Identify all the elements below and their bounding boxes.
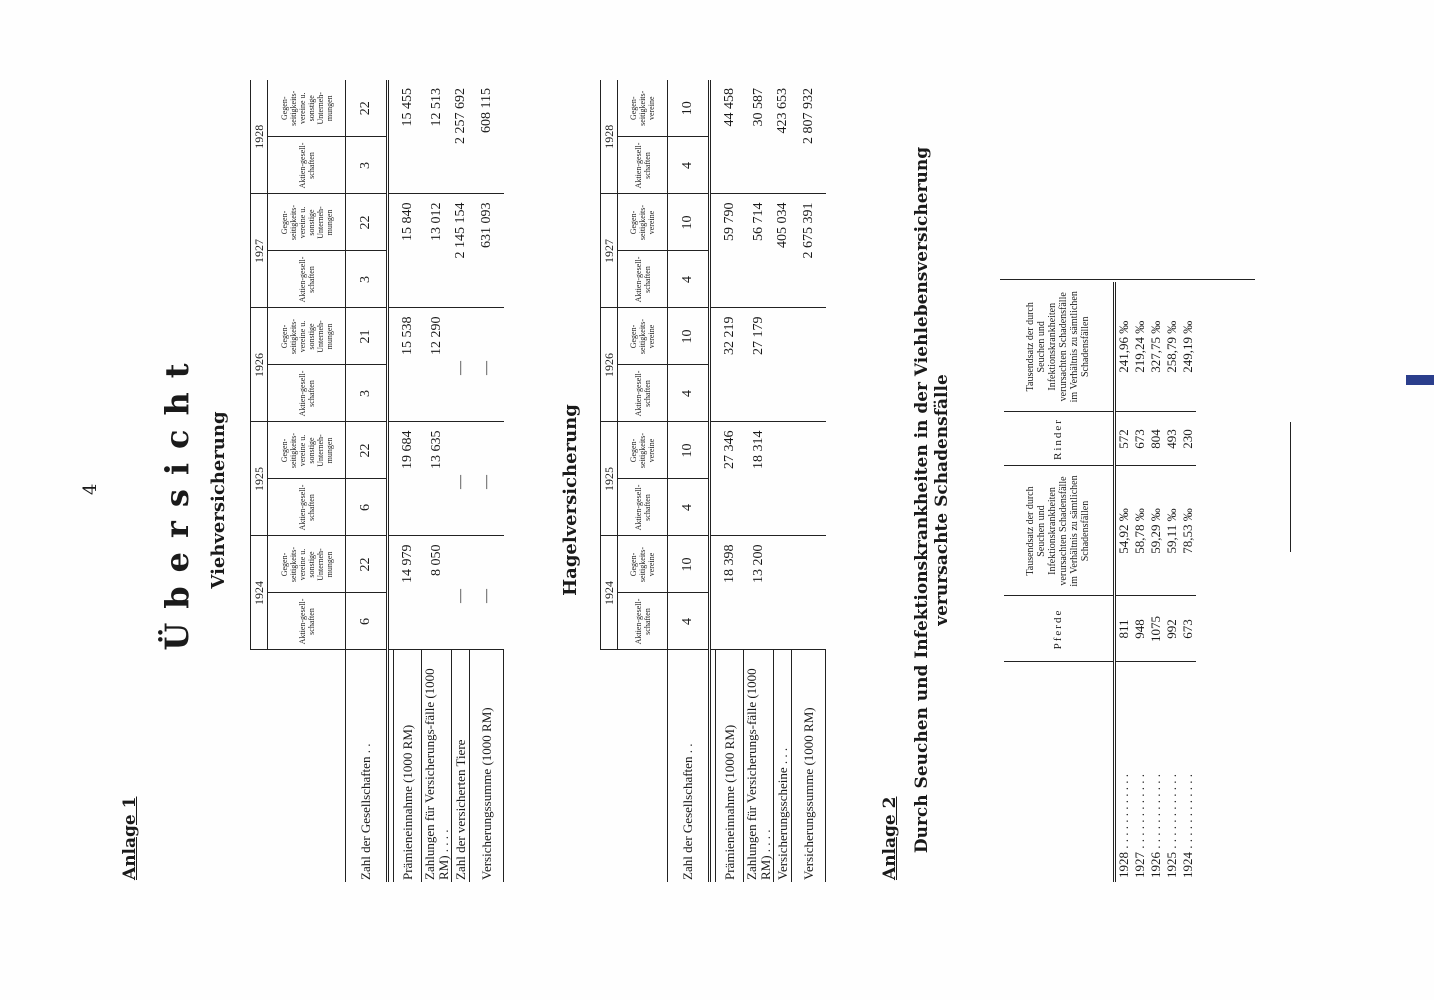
row-label: Versicherungssumme (1000 RM) [792, 650, 826, 882]
section-hagelversicherung: Hagelversicherung [560, 404, 581, 596]
cell: 15 455 [394, 80, 422, 194]
year-header: 1926 [601, 308, 618, 422]
table-row [744, 80, 774, 882]
cell: — [470, 308, 504, 422]
cell: 4 [668, 365, 710, 422]
year-header: 1927 [251, 194, 268, 308]
cell: 673 [1180, 596, 1196, 662]
table-row [1114, 282, 1132, 882]
col-gegenseitigkeit: Gegen-seitigkeits-vereine [618, 308, 668, 365]
col-gegenseitigkeit: Gegen-seitigkeits-vereine [618, 422, 668, 479]
col-aktien: Aktien-gesell-schaften [618, 365, 668, 422]
table-end-rule [1000, 279, 1255, 280]
year-header: 1924 [251, 536, 268, 650]
cell: 4 [668, 593, 710, 650]
cell: 241,96 ‰ [1114, 282, 1132, 412]
table-row [452, 80, 470, 882]
cell: — [470, 536, 504, 650]
cell: 4 [668, 479, 710, 536]
cell: 230 [1180, 412, 1196, 466]
table-row [1164, 282, 1180, 882]
table-row [1148, 282, 1164, 882]
col-aktien: Aktien-gesell-schaften [268, 593, 346, 650]
row-label: Versicherungssumme (1000 RM) [470, 650, 504, 882]
dfg-logo [1406, 375, 1434, 385]
cell: 8 050 [422, 536, 452, 650]
cell: 12 290 [422, 308, 452, 422]
col-aktien: Aktien-gesell-schaften [618, 479, 668, 536]
cell: 44 458 [716, 80, 744, 194]
cell: 54,92 ‰ [1114, 466, 1132, 596]
page-number: 4 [80, 483, 101, 495]
cell: 608 115 [470, 80, 504, 194]
cell: 2 145 154 [452, 194, 470, 308]
cell: 59 790 [716, 194, 744, 308]
cell: 6 [346, 479, 388, 536]
table-row [470, 80, 504, 882]
row-label: Zahl der Gesellschaften . . [346, 650, 388, 882]
cell: 3 [346, 251, 388, 308]
row-label: Versicherungsscheine . . . [774, 650, 792, 882]
col-aktien: Aktien-gesell-schaften [268, 137, 346, 194]
row-label: Prämieneinnahme (1000 RM) [394, 650, 422, 882]
row-label: Prämieneinnahme (1000 RM) [716, 650, 744, 882]
cell: 13 012 [422, 194, 452, 308]
cell: 10 [668, 422, 710, 479]
anlage2-title: Durch Seuchen und Infektionskrankheiten in der Viehlebensversicherung verursachte Schadensfälle [912, 146, 952, 854]
cell: 572 [1114, 412, 1132, 466]
cell [792, 536, 826, 650]
year-cell: 1928 . . . . . . . . . . . . [1115, 774, 1131, 878]
cell: 59,29 ‰ [1148, 466, 1164, 596]
year-header: 1928 [251, 80, 268, 194]
cell: 493 [1164, 412, 1180, 466]
cell: 21 [346, 308, 388, 365]
cell: 22 [346, 536, 388, 593]
row-label: Zahl der Gesellschaften . . [668, 650, 710, 882]
cell: 258,79 ‰ [1164, 282, 1180, 412]
cell: 405 034 [774, 194, 792, 308]
cell: 19 684 [394, 422, 422, 536]
viehversicherung-table [250, 80, 504, 882]
table-row [774, 80, 792, 882]
cell: 58,78 ‰ [1132, 466, 1148, 596]
hagelversicherung-table [600, 80, 826, 882]
year-cell: 1924 . . . . . . . . . . . . [1179, 774, 1195, 878]
col-aktien: Aktien-gesell-schaften [268, 479, 346, 536]
cell: 22 [346, 80, 388, 137]
row-label: Zahlungen für Versicherungs-fälle (1000 RM) . . . . [744, 650, 774, 882]
table-row [1180, 282, 1196, 882]
cell: — [470, 422, 504, 536]
seuchen-table [1004, 282, 1196, 882]
cell: 27 346 [716, 422, 744, 536]
year-header: 1927 [601, 194, 618, 308]
col-rinder: Rinder [1004, 412, 1114, 466]
cell: 32 219 [716, 308, 744, 422]
cell: 4 [668, 251, 710, 308]
col-aktien: Aktien-gesell-schaften [268, 251, 346, 308]
cell: 631 093 [470, 194, 504, 308]
cell [774, 422, 792, 536]
closing-rule [1290, 422, 1291, 552]
cell: 78,53 ‰ [1180, 466, 1196, 596]
col-pferde-rate: Tausendsatz der durch Seuchen und Infektionskrankheiten verursachten Schadensfälle im Verhältnis zu sämtlichen Schadensfällen [1004, 466, 1114, 596]
cell: — [452, 536, 470, 650]
row-label: Zahl der versicherten Tiere [452, 650, 470, 882]
cell: 30 587 [744, 80, 774, 194]
anlage1-label: Anlage 1 [120, 796, 140, 880]
table-row [668, 80, 710, 882]
year-header: 1925 [601, 422, 618, 536]
cell: 992 [1164, 596, 1180, 662]
year-header: 1924 [601, 536, 618, 650]
row-label: Zahlungen für Versicherungs-fälle (1000 RM) . . . . [422, 650, 452, 882]
col-aktien: Aktien-gesell-schaften [618, 593, 668, 650]
year-cell: 1925 . . . . . . . . . . . . [1163, 774, 1179, 878]
col-gegenseitigkeit: Gegen-seitigkeits-vereine u. sonstige Unterneh-mungen [268, 80, 346, 137]
cell: 22 [346, 194, 388, 251]
cell: 10 [668, 194, 710, 251]
anlage2-label: Anlage 2 [880, 796, 900, 880]
col-rinder-rate: Tausendsatz der durch Seuchen und Infektionskrankheiten verursachten Schadensfälle im Verhältnis zu sämtlichen Schadensfällen [1004, 282, 1114, 412]
col-year [1004, 662, 1114, 882]
col-gegenseitigkeit: Gegen-seitigkeits-vereine [618, 80, 668, 137]
year-header: 1928 [601, 80, 618, 194]
col-gegenseitigkeit: Gegen-seitigkeits-vereine [618, 194, 668, 251]
cell: 1075 [1148, 596, 1164, 662]
cell: 3 [346, 365, 388, 422]
cell: 10 [668, 308, 710, 365]
cell: 219,24 ‰ [1132, 282, 1148, 412]
cell: 3 [346, 137, 388, 194]
year-header: 1926 [251, 308, 268, 422]
cell: 12 513 [422, 80, 452, 194]
cell: 327,75 ‰ [1148, 282, 1164, 412]
cell [792, 422, 826, 536]
cell [774, 308, 792, 422]
table-row [394, 80, 422, 882]
cell: — [452, 308, 470, 422]
cell: 423 653 [774, 80, 792, 194]
year-cell: 1926 . . . . . . . . . . . . [1147, 774, 1163, 878]
section-viehversicherung: Viehversicherung [208, 411, 229, 589]
cell: 56 714 [744, 194, 774, 308]
col-pferde: Pferde [1004, 596, 1114, 662]
cell [774, 536, 792, 650]
cell: 18 314 [744, 422, 774, 536]
col-aktien: Aktien-gesell-schaften [618, 251, 668, 308]
cell: 811 [1114, 596, 1132, 662]
cell: 2 675 391 [792, 194, 826, 308]
cell: 27 179 [744, 308, 774, 422]
cell: 4 [668, 137, 710, 194]
col-gegenseitigkeit: Gegen-seitigkeits-vereine u. sonstige Unterneh-mungen [268, 536, 346, 593]
cell: 14 979 [394, 536, 422, 650]
col-gegenseitigkeit: Gegen-seitigkeits-vereine [618, 536, 668, 593]
cell [792, 308, 826, 422]
page-title: Übersicht [158, 349, 196, 651]
table-row [716, 80, 744, 882]
cell: 22 [346, 422, 388, 479]
digitization-note [1414, 0, 1434, 1000]
table-row [792, 80, 826, 882]
cell: 6 [346, 593, 388, 650]
cell: 13 200 [744, 536, 774, 650]
cell: 2 807 932 [792, 80, 826, 194]
col-aktien: Aktien-gesell-schaften [268, 365, 346, 422]
year-cell: 1927 . . . . . . . . . . . . [1131, 774, 1147, 878]
year-header: 1925 [251, 422, 268, 536]
cell: 59,11 ‰ [1164, 466, 1180, 596]
cell: 673 [1132, 412, 1148, 466]
col-gegenseitigkeit: Gegen-seitigkeits-vereine u. sonstige Unterneh-mungen [268, 422, 346, 479]
table-row [422, 80, 452, 882]
cell: 804 [1148, 412, 1164, 466]
table-row [1132, 282, 1148, 882]
cell: — [452, 422, 470, 536]
cell: 249,19 ‰ [1180, 282, 1196, 412]
col-gegenseitigkeit: Gegen-seitigkeits-vereine u. sonstige Unterneh-mungen [268, 194, 346, 251]
col-gegenseitigkeit: Gegen-seitigkeits-vereine u. sonstige Unterneh-mungen [268, 308, 346, 365]
cell: 13 635 [422, 422, 452, 536]
cell: 15 538 [394, 308, 422, 422]
cell: 18 398 [716, 536, 744, 650]
cell: 10 [668, 80, 710, 137]
col-aktien: Aktien-gesell-schaften [618, 137, 668, 194]
table-row [346, 80, 388, 882]
cell: 2 257 692 [452, 80, 470, 194]
cell: 15 840 [394, 194, 422, 308]
cell: 10 [668, 536, 710, 593]
cell: 948 [1132, 596, 1148, 662]
